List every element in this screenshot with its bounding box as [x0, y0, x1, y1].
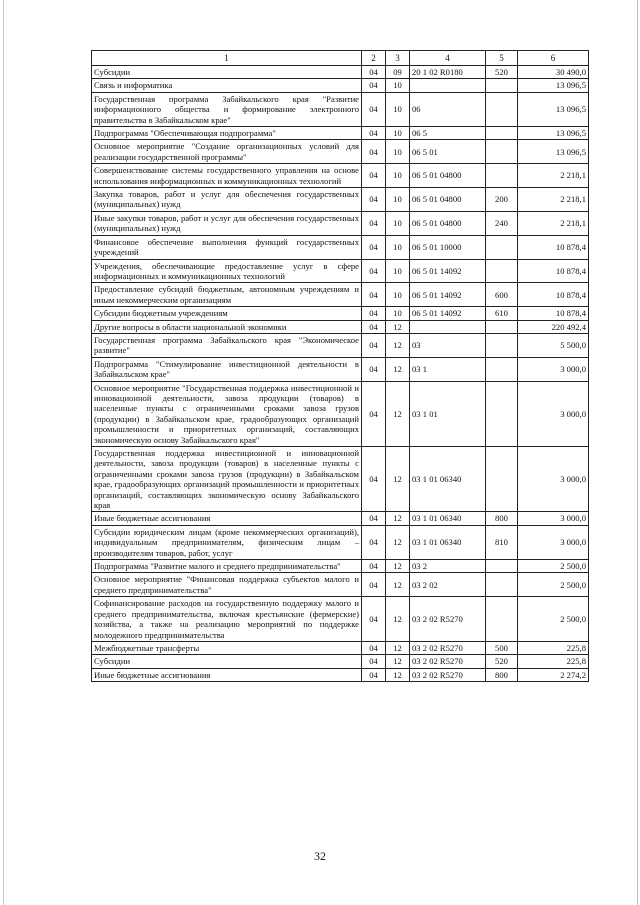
- table-row: [92, 525, 589, 559]
- scan-edge-left: [3, 0, 4, 905]
- amount-cell: 3 000,0: [518, 525, 589, 559]
- table-row: [92, 188, 589, 212]
- row-name-cell: Субсидии юридическим лицам (кроме некоммерческих организаций), индивидуальным предпринимателям, физическим лицам – производителям товаров, работ, услуг: [92, 525, 362, 559]
- expense-type-cell: [486, 164, 518, 188]
- amount-cell: 2 500,0: [518, 573, 589, 597]
- target-article-cell: 06 5: [410, 127, 486, 140]
- subsection-code-cell: 12: [386, 357, 410, 381]
- expense-type-cell: 240: [486, 211, 518, 235]
- section-code-cell: 04: [362, 512, 386, 525]
- table-row: [92, 333, 589, 357]
- target-article-cell: 06 5 01 14092: [410, 259, 486, 283]
- expense-type-cell: 800: [486, 668, 518, 681]
- header-cell: 1: [92, 51, 362, 66]
- header-cell: 6: [518, 51, 589, 66]
- expense-type-cell: 800: [486, 512, 518, 525]
- amount-cell: 13 096,5: [518, 140, 589, 164]
- table-row: [92, 92, 589, 126]
- expense-type-cell: [486, 259, 518, 283]
- row-name-cell: Основное мероприятие "Государственная поддержка инвестиционной и инновационной деятельности, завоза продукции (товаров) в населенные пункты с ограниченными сроками завоза грузов (продукции) в Забайкальском крае, градообразующих организаций промышленности и приоритетных организаций, составляющих экономическую основу Забайкальского края": [92, 381, 362, 446]
- table-row: [92, 79, 589, 92]
- target-article-cell: 03: [410, 333, 486, 357]
- row-name-cell: Софинансирование расходов на государственную поддержку малого и среднего предпринимательства, включая крестьянские (фермерские) хозяйства, а также на реализацию мероприятий по поддержке молодежного предпринимательства: [92, 597, 362, 642]
- amount-cell: 10 878,4: [518, 307, 589, 320]
- expense-type-cell: [486, 92, 518, 126]
- subsection-code-cell: 12: [386, 560, 410, 573]
- expense-type-cell: 500: [486, 641, 518, 654]
- row-name-cell: Основное мероприятие "Создание организационных условий для реализации государственной программы": [92, 140, 362, 164]
- subsection-code-cell: 10: [386, 127, 410, 140]
- expense-type-cell: [486, 573, 518, 597]
- table-row: [92, 655, 589, 668]
- target-article-cell: 03 1 01 06340: [410, 525, 486, 559]
- target-article-cell: 06 5 01 14092: [410, 307, 486, 320]
- table-row: [92, 140, 589, 164]
- section-code-cell: 04: [362, 92, 386, 126]
- subsection-code-cell: 09: [386, 66, 410, 79]
- subsection-code-cell: 12: [386, 447, 410, 512]
- subsection-code-cell: 10: [386, 211, 410, 235]
- amount-cell: 225,8: [518, 655, 589, 668]
- header-cell: 5: [486, 51, 518, 66]
- table-row: [92, 357, 589, 381]
- amount-cell: 3 000,0: [518, 512, 589, 525]
- row-name-cell: Основное мероприятие "Финансовая поддержка субъектов малого и среднего предпринимательства": [92, 573, 362, 597]
- row-name-cell: Финансовое обеспечение выполнения функций государственных учреждений: [92, 235, 362, 259]
- subsection-code-cell: 12: [386, 320, 410, 333]
- table-row: [92, 447, 589, 512]
- row-name-cell: Государственная программа Забайкальского края "Развитие информационного общества и формирование электронного правительства в Забайкальском крае": [92, 92, 362, 126]
- target-article-cell: 03 2 02 R5270: [410, 668, 486, 681]
- table-row: [92, 381, 589, 446]
- row-name-cell: Подпрограмма "Развитие малого и среднего предпринимательства": [92, 560, 362, 573]
- table-row: [92, 512, 589, 525]
- amount-cell: 13 096,5: [518, 92, 589, 126]
- amount-cell: 10 878,4: [518, 259, 589, 283]
- row-name-cell: Иные бюджетные ассигнования: [92, 668, 362, 681]
- subsection-code-cell: 10: [386, 164, 410, 188]
- row-name-cell: Учреждения, обеспечивающие предоставление услуг в сфере информационных и коммуникационных технологий: [92, 259, 362, 283]
- target-article-cell: 20 1 02 R0180: [410, 66, 486, 79]
- table-body: [92, 66, 589, 682]
- expense-type-cell: 810: [486, 525, 518, 559]
- table-row: [92, 259, 589, 283]
- subsection-code-cell: 12: [386, 597, 410, 642]
- subsection-code-cell: 12: [386, 573, 410, 597]
- target-article-cell: 06 5 01 04800: [410, 188, 486, 212]
- section-code-cell: 04: [362, 597, 386, 642]
- target-article-cell: [410, 320, 486, 333]
- target-article-cell: 06: [410, 92, 486, 126]
- section-code-cell: 04: [362, 333, 386, 357]
- expense-type-cell: [486, 333, 518, 357]
- table-row: [92, 235, 589, 259]
- row-name-cell: Закупка товаров, работ и услуг для обеспечения государственных (муниципальных) нужд: [92, 188, 362, 212]
- table-row: [92, 668, 589, 681]
- row-name-cell: Субсидии: [92, 66, 362, 79]
- row-name-cell: Иные закупки товаров, работ и услуг для обеспечения государственных (муниципальных) нужд: [92, 211, 362, 235]
- row-name-cell: Подпрограмма "Стимулирование инвестиционной деятельности в Забайкальском крае": [92, 357, 362, 381]
- target-article-cell: 03 1 01 06340: [410, 512, 486, 525]
- section-code-cell: 04: [362, 283, 386, 307]
- table-row: [92, 283, 589, 307]
- table-row: [92, 66, 589, 79]
- section-code-cell: 04: [362, 188, 386, 212]
- header-cell: 3: [386, 51, 410, 66]
- section-code-cell: 04: [362, 66, 386, 79]
- subsection-code-cell: 12: [386, 668, 410, 681]
- expense-type-cell: [486, 447, 518, 512]
- amount-cell: 2 218,1: [518, 211, 589, 235]
- subsection-code-cell: 10: [386, 235, 410, 259]
- amount-cell: 2 500,0: [518, 597, 589, 642]
- expense-type-cell: [486, 320, 518, 333]
- budget-table-container: [91, 50, 588, 682]
- target-article-cell: 06 5 01 14092: [410, 283, 486, 307]
- amount-cell: 13 096,5: [518, 127, 589, 140]
- row-name-cell: Субсидии: [92, 655, 362, 668]
- subsection-code-cell: 10: [386, 283, 410, 307]
- amount-cell: 225,8: [518, 641, 589, 654]
- header-cell: 4: [410, 51, 486, 66]
- subsection-code-cell: 12: [386, 333, 410, 357]
- target-article-cell: [410, 79, 486, 92]
- row-name-cell: Иные бюджетные ассигнования: [92, 512, 362, 525]
- target-article-cell: 03 2 02 R5270: [410, 641, 486, 654]
- section-code-cell: 04: [362, 235, 386, 259]
- section-code-cell: 04: [362, 668, 386, 681]
- amount-cell: 2 218,1: [518, 188, 589, 212]
- amount-cell: 3 000,0: [518, 381, 589, 446]
- expense-type-cell: 520: [486, 66, 518, 79]
- table-row: [92, 320, 589, 333]
- row-name-cell: Государственная программа Забайкальского края "Экономическое развитие": [92, 333, 362, 357]
- target-article-cell: 06 5 01: [410, 140, 486, 164]
- subsection-code-cell: 12: [386, 381, 410, 446]
- amount-cell: 10 878,4: [518, 283, 589, 307]
- expense-type-cell: [486, 140, 518, 164]
- row-name-cell: Субсидии бюджетным учреждениям: [92, 307, 362, 320]
- amount-cell: 13 096,5: [518, 79, 589, 92]
- expense-type-cell: 520: [486, 655, 518, 668]
- target-article-cell: 03 2 02 R5270: [410, 597, 486, 642]
- amount-cell: 10 878,4: [518, 235, 589, 259]
- section-code-cell: 04: [362, 127, 386, 140]
- header-cell: 2: [362, 51, 386, 66]
- section-code-cell: 04: [362, 320, 386, 333]
- section-code-cell: 04: [362, 140, 386, 164]
- expense-type-cell: 610: [486, 307, 518, 320]
- subsection-code-cell: 12: [386, 641, 410, 654]
- subsection-code-cell: 12: [386, 512, 410, 525]
- table-row: [92, 307, 589, 320]
- table-row: [92, 211, 589, 235]
- subsection-code-cell: 10: [386, 307, 410, 320]
- section-code-cell: 04: [362, 381, 386, 446]
- table-row: [92, 573, 589, 597]
- target-article-cell: 06 5 01 10000: [410, 235, 486, 259]
- table-header-row: [92, 51, 589, 66]
- row-name-cell: Другие вопросы в области национальной экономики: [92, 320, 362, 333]
- table-row: [92, 597, 589, 642]
- section-code-cell: 04: [362, 573, 386, 597]
- scan-edge-right: [637, 0, 638, 905]
- expense-type-cell: [486, 79, 518, 92]
- row-name-cell: Государственная поддержка инвестиционной и инновационной деятельности, завоза продукции (товаров) в населенные пункты с ограниченными сроками завоза грузов (продукции) в Забайкальском крае, градообразующих организаций промышленности и приоритетных организаций, составляющих экономическую основу Забайкальского края: [92, 447, 362, 512]
- expense-type-cell: [486, 235, 518, 259]
- subsection-code-cell: 12: [386, 655, 410, 668]
- expense-type-cell: 200: [486, 188, 518, 212]
- table-row: [92, 127, 589, 140]
- section-code-cell: 04: [362, 641, 386, 654]
- budget-allocation-table: [91, 50, 589, 682]
- expense-type-cell: 600: [486, 283, 518, 307]
- section-code-cell: 04: [362, 525, 386, 559]
- target-article-cell: 06 5 01 04800: [410, 164, 486, 188]
- amount-cell: 2 218,1: [518, 164, 589, 188]
- target-article-cell: 06 5 01 04800: [410, 211, 486, 235]
- row-name-cell: Предоставление субсидий бюджетным, автономным учреждениям и иным некоммерческим организациям: [92, 283, 362, 307]
- expense-type-cell: [486, 127, 518, 140]
- amount-cell: 5 500,0: [518, 333, 589, 357]
- subsection-code-cell: 10: [386, 92, 410, 126]
- section-code-cell: 04: [362, 211, 386, 235]
- target-article-cell: 03 2 02: [410, 573, 486, 597]
- subsection-code-cell: 10: [386, 188, 410, 212]
- amount-cell: 3 000,0: [518, 447, 589, 512]
- target-article-cell: 03 1 01: [410, 381, 486, 446]
- expense-type-cell: [486, 560, 518, 573]
- expense-type-cell: [486, 597, 518, 642]
- row-name-cell: Межбюджетные трансферты: [92, 641, 362, 654]
- table-row: [92, 164, 589, 188]
- section-code-cell: 04: [362, 560, 386, 573]
- table-row: [92, 560, 589, 573]
- section-code-cell: 04: [362, 447, 386, 512]
- section-code-cell: 04: [362, 357, 386, 381]
- target-article-cell: 03 2 02 R5270: [410, 655, 486, 668]
- section-code-cell: 04: [362, 79, 386, 92]
- amount-cell: 3 000,0: [518, 357, 589, 381]
- section-code-cell: 04: [362, 259, 386, 283]
- target-article-cell: 03 1 01 06340: [410, 447, 486, 512]
- amount-cell: 2 274,2: [518, 668, 589, 681]
- section-code-cell: 04: [362, 655, 386, 668]
- row-name-cell: Подпрограмма "Обеспечивающая подпрограмма": [92, 127, 362, 140]
- row-name-cell: Связь и информатика: [92, 79, 362, 92]
- expense-type-cell: [486, 381, 518, 446]
- subsection-code-cell: 10: [386, 79, 410, 92]
- subsection-code-cell: 12: [386, 525, 410, 559]
- section-code-cell: 04: [362, 307, 386, 320]
- page-number: 32: [314, 849, 326, 863]
- target-article-cell: 03 2: [410, 560, 486, 573]
- amount-cell: 2 500,0: [518, 560, 589, 573]
- expense-type-cell: [486, 357, 518, 381]
- amount-cell: 220 492,4: [518, 320, 589, 333]
- subsection-code-cell: 10: [386, 140, 410, 164]
- table-row: [92, 641, 589, 654]
- section-code-cell: 04: [362, 164, 386, 188]
- target-article-cell: 03 1: [410, 357, 486, 381]
- subsection-code-cell: 10: [386, 259, 410, 283]
- row-name-cell: Совершенствование системы государственного управления на основе использования информационных и коммуникационных технологий: [92, 164, 362, 188]
- amount-cell: 30 490,0: [518, 66, 589, 79]
